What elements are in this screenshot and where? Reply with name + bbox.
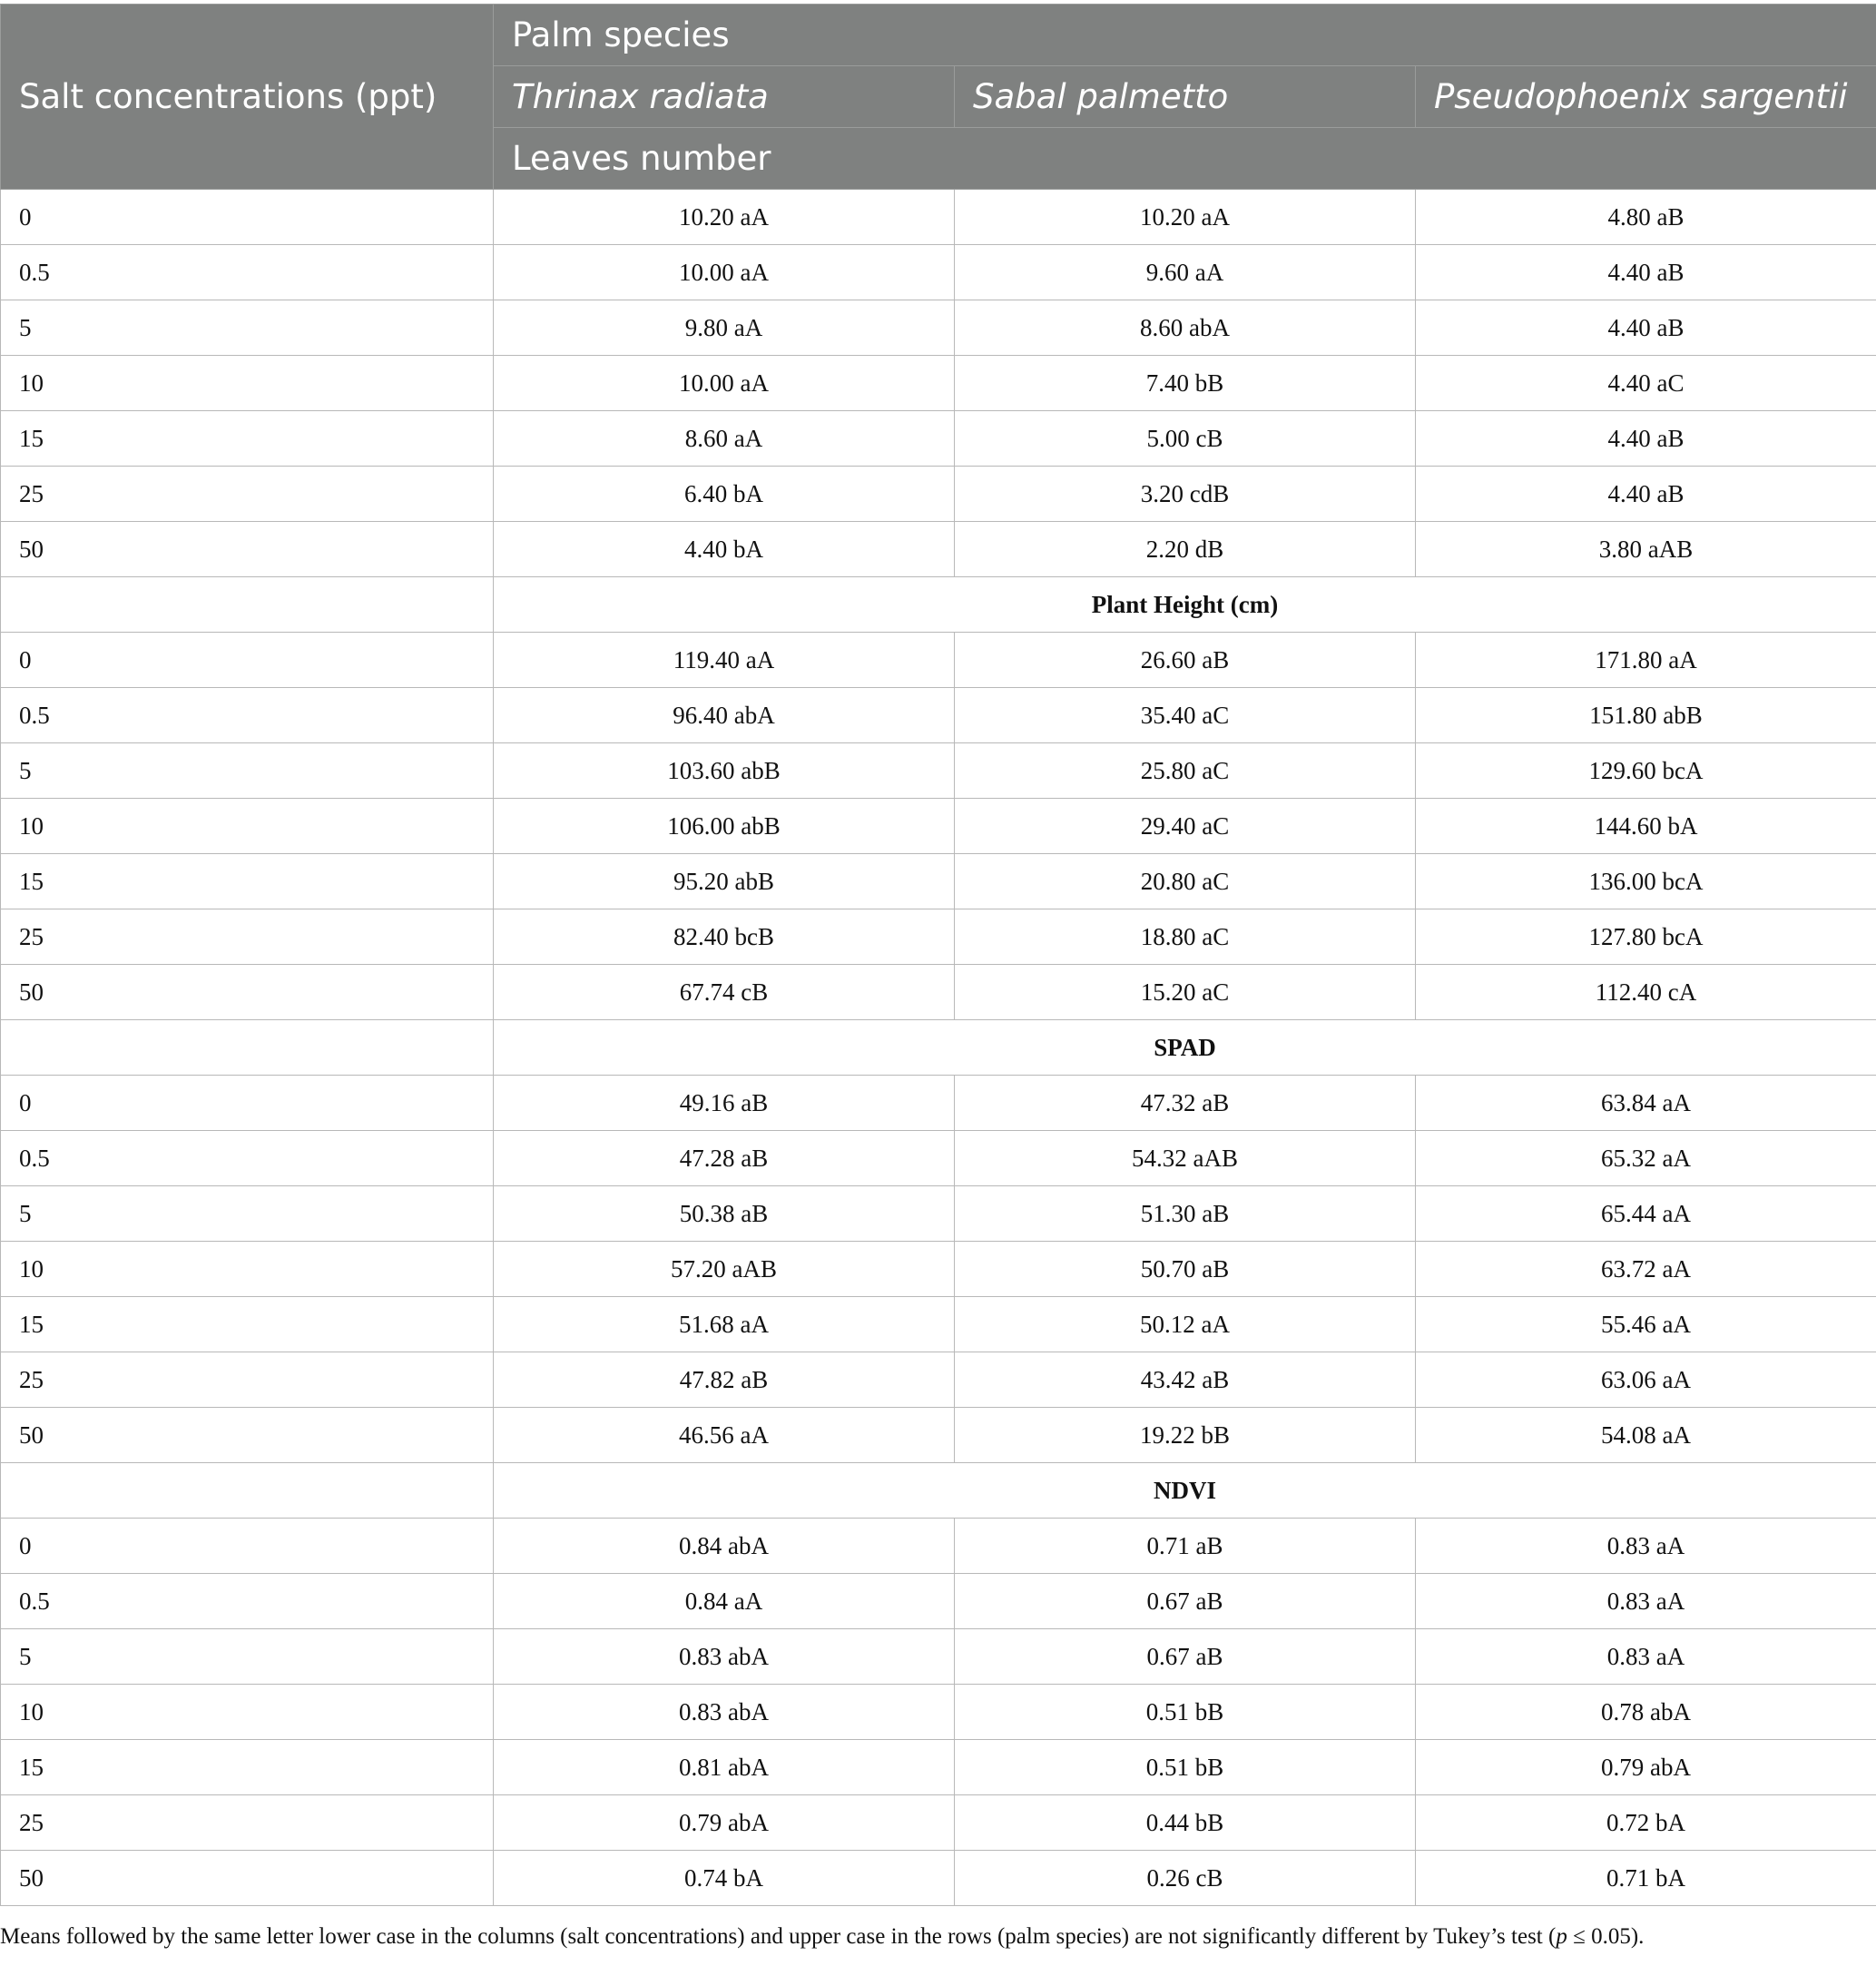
value-cell: 0.83 abA bbox=[494, 1685, 955, 1740]
concentration-cell: 15 bbox=[1, 854, 494, 909]
value-cell: 0.84 abA bbox=[494, 1519, 955, 1574]
value-cell: 0.79 abA bbox=[1416, 1740, 1876, 1795]
value-cell: 25.80 aC bbox=[955, 743, 1416, 799]
concentration-cell: 25 bbox=[1, 909, 494, 965]
value-cell: 63.06 aA bbox=[1416, 1352, 1876, 1408]
value-cell: 0.44 bB bbox=[955, 1795, 1416, 1851]
concentration-cell: 0 bbox=[1, 190, 494, 245]
section-header-row bbox=[1, 1463, 1876, 1519]
concentration-cell: 0.5 bbox=[1, 245, 494, 300]
value-cell: 0.26 cB bbox=[955, 1851, 1416, 1906]
section-header-row bbox=[1, 1020, 1876, 1076]
value-cell: 65.32 aA bbox=[1416, 1131, 1876, 1186]
value-cell: 9.60 aA bbox=[955, 245, 1416, 300]
concentration-cell: 25 bbox=[1, 1795, 494, 1851]
concentration-cell: 10 bbox=[1, 356, 494, 411]
value-cell: 54.32 aAB bbox=[955, 1131, 1416, 1186]
value-cell: 50.38 aB bbox=[494, 1186, 955, 1242]
concentration-cell: 0 bbox=[1, 1076, 494, 1131]
concentration-cell: 0.5 bbox=[1, 688, 494, 743]
table-row bbox=[1, 1242, 1876, 1297]
value-cell: 4.40 aB bbox=[1416, 300, 1876, 356]
value-cell: 10.20 aA bbox=[494, 190, 955, 245]
concentration-cell: 15 bbox=[1, 411, 494, 467]
concentration-cell: 10 bbox=[1, 1242, 494, 1297]
concentration-cell: 10 bbox=[1, 1685, 494, 1740]
value-cell: 8.60 aA bbox=[494, 411, 955, 467]
value-cell: 136.00 bcA bbox=[1416, 854, 1876, 909]
value-cell: 0.83 aA bbox=[1416, 1574, 1876, 1629]
table-row bbox=[1, 411, 1876, 467]
table-row bbox=[1, 1297, 1876, 1352]
concentration-cell: 5 bbox=[1, 300, 494, 356]
table-row bbox=[1, 245, 1876, 300]
species-header-thrinax: Thrinax radiata bbox=[494, 66, 955, 128]
value-cell: 7.40 bB bbox=[955, 356, 1416, 411]
value-cell: 54.08 aA bbox=[1416, 1408, 1876, 1463]
value-cell: 0.71 aB bbox=[955, 1519, 1416, 1574]
table-row bbox=[1, 190, 1876, 245]
concentration-cell: 25 bbox=[1, 467, 494, 522]
concentration-cell: 15 bbox=[1, 1740, 494, 1795]
value-cell: 10.00 aA bbox=[494, 245, 955, 300]
value-cell: 63.72 aA bbox=[1416, 1242, 1876, 1297]
value-cell: 0.72 bA bbox=[1416, 1795, 1876, 1851]
value-cell: 151.80 abB bbox=[1416, 688, 1876, 743]
value-cell: 47.28 aB bbox=[494, 1131, 955, 1186]
table-header bbox=[1, 5, 1876, 190]
value-cell: 46.56 aA bbox=[494, 1408, 955, 1463]
table-row bbox=[1, 1740, 1876, 1795]
value-cell: 0.81 abA bbox=[494, 1740, 955, 1795]
table-row bbox=[1, 356, 1876, 411]
value-cell: 112.40 cA bbox=[1416, 965, 1876, 1020]
concentration-cell: 50 bbox=[1, 965, 494, 1020]
value-cell: 95.20 abB bbox=[494, 854, 955, 909]
value-cell: 47.32 aB bbox=[955, 1076, 1416, 1131]
table-row bbox=[1, 965, 1876, 1020]
concentration-cell: 50 bbox=[1, 1408, 494, 1463]
value-cell: 0.74 bA bbox=[494, 1851, 955, 1906]
concentration-cell: 0.5 bbox=[1, 1574, 494, 1629]
value-cell: 103.60 abB bbox=[494, 743, 955, 799]
table-row bbox=[1, 1519, 1876, 1574]
table-row bbox=[1, 799, 1876, 854]
empty-cell bbox=[1, 577, 494, 633]
value-cell: 4.80 aB bbox=[1416, 190, 1876, 245]
concentration-cell: 5 bbox=[1, 1186, 494, 1242]
concentration-cell: 10 bbox=[1, 799, 494, 854]
concentration-cell: 5 bbox=[1, 743, 494, 799]
value-cell: 19.22 bB bbox=[955, 1408, 1416, 1463]
table-container bbox=[0, 4, 1876, 1906]
table-row bbox=[1, 1131, 1876, 1186]
table-row bbox=[1, 633, 1876, 688]
value-cell: 26.60 aB bbox=[955, 633, 1416, 688]
value-cell: 0.79 abA bbox=[494, 1795, 955, 1851]
table-row bbox=[1, 1076, 1876, 1131]
value-cell: 4.40 aC bbox=[1416, 356, 1876, 411]
concentration-cell: 15 bbox=[1, 1297, 494, 1352]
section-header-row bbox=[1, 577, 1876, 633]
value-cell: 127.80 bcA bbox=[1416, 909, 1876, 965]
empty-cell bbox=[1, 1020, 494, 1076]
value-cell: 49.16 aB bbox=[494, 1076, 955, 1131]
table-row bbox=[1, 1685, 1876, 1740]
value-cell: 129.60 bcA bbox=[1416, 743, 1876, 799]
value-cell: 20.80 aC bbox=[955, 854, 1416, 909]
value-cell: 29.40 aC bbox=[955, 799, 1416, 854]
value-cell: 35.40 aC bbox=[955, 688, 1416, 743]
species-header-pseudophoenix: Pseudophoenix sargentii bbox=[1416, 66, 1876, 128]
value-cell: 55.46 aA bbox=[1416, 1297, 1876, 1352]
value-cell: 119.40 aA bbox=[494, 633, 955, 688]
value-cell: 67.74 cB bbox=[494, 965, 955, 1020]
concentration-cell: 5 bbox=[1, 1629, 494, 1685]
value-cell: 0.83 abA bbox=[494, 1629, 955, 1685]
value-cell: 0.83 aA bbox=[1416, 1629, 1876, 1685]
footnote-p: p bbox=[1556, 1924, 1567, 1949]
value-cell: 43.42 aB bbox=[955, 1352, 1416, 1408]
value-cell: 51.30 aB bbox=[955, 1186, 1416, 1242]
empty-cell bbox=[1, 1463, 494, 1519]
value-cell: 0.84 aA bbox=[494, 1574, 955, 1629]
value-cell: 0.71 bA bbox=[1416, 1851, 1876, 1906]
value-cell: 171.80 aA bbox=[1416, 633, 1876, 688]
value-cell: 4.40 aB bbox=[1416, 411, 1876, 467]
section-title: NDVI bbox=[494, 1463, 1876, 1519]
table-row bbox=[1, 854, 1876, 909]
footnote-tail: ≤ 0.05). bbox=[1567, 1924, 1645, 1949]
variable-header-leaves: Leaves number bbox=[494, 128, 1876, 190]
salt-concentration-header: Salt concentrations (ppt) bbox=[1, 5, 494, 190]
concentration-cell: 50 bbox=[1, 522, 494, 577]
value-cell: 4.40 bA bbox=[494, 522, 955, 577]
value-cell: 50.12 aA bbox=[955, 1297, 1416, 1352]
value-cell: 10.20 aA bbox=[955, 190, 1416, 245]
value-cell: 5.00 cB bbox=[955, 411, 1416, 467]
value-cell: 47.82 aB bbox=[494, 1352, 955, 1408]
value-cell: 106.00 abB bbox=[494, 799, 955, 854]
value-cell: 82.40 bcB bbox=[494, 909, 955, 965]
value-cell: 4.40 aB bbox=[1416, 467, 1876, 522]
value-cell: 8.60 abA bbox=[955, 300, 1416, 356]
value-cell: 0.67 aB bbox=[955, 1629, 1416, 1685]
value-cell: 2.20 dB bbox=[955, 522, 1416, 577]
value-cell: 0.78 abA bbox=[1416, 1685, 1876, 1740]
value-cell: 0.83 aA bbox=[1416, 1519, 1876, 1574]
table-row bbox=[1, 1408, 1876, 1463]
value-cell: 65.44 aA bbox=[1416, 1186, 1876, 1242]
table-row bbox=[1, 467, 1876, 522]
value-cell: 96.40 abA bbox=[494, 688, 955, 743]
value-cell: 144.60 bA bbox=[1416, 799, 1876, 854]
concentration-cell: 0 bbox=[1, 1519, 494, 1574]
value-cell: 57.20 aAB bbox=[494, 1242, 955, 1297]
value-cell: 4.40 aB bbox=[1416, 245, 1876, 300]
table-row bbox=[1, 688, 1876, 743]
table-row bbox=[1, 1574, 1876, 1629]
concentration-cell: 25 bbox=[1, 1352, 494, 1408]
value-cell: 9.80 aA bbox=[494, 300, 955, 356]
table-row bbox=[1, 1795, 1876, 1851]
value-cell: 18.80 aC bbox=[955, 909, 1416, 965]
value-cell: 3.80 aAB bbox=[1416, 522, 1876, 577]
table-row bbox=[1, 1352, 1876, 1408]
value-cell: 0.51 bB bbox=[955, 1740, 1416, 1795]
table-row bbox=[1, 909, 1876, 965]
value-cell: 15.20 aC bbox=[955, 965, 1416, 1020]
concentration-cell: 0 bbox=[1, 633, 494, 688]
table-row bbox=[1, 300, 1876, 356]
species-header-sabal: Sabal palmetto bbox=[955, 66, 1416, 128]
value-cell: 50.70 aB bbox=[955, 1242, 1416, 1297]
value-cell: 0.67 aB bbox=[955, 1574, 1416, 1629]
value-cell: 0.51 bB bbox=[955, 1685, 1416, 1740]
value-cell: 63.84 aA bbox=[1416, 1076, 1876, 1131]
footnote-text: Means followed by the same letter lower case in the columns (salt concentrations) and upper case in the rows (palm species) are not significantly different by Tukey’s test ( bbox=[0, 1924, 1557, 1949]
palm-species-header: Palm species bbox=[494, 5, 1876, 66]
table-row bbox=[1, 1186, 1876, 1242]
table-row bbox=[1, 1629, 1876, 1685]
table-row bbox=[1, 1851, 1876, 1906]
value-cell: 10.00 aA bbox=[494, 356, 955, 411]
section-title: Plant Height (cm) bbox=[494, 577, 1876, 633]
results-table bbox=[0, 4, 1876, 1906]
value-cell: 6.40 bA bbox=[494, 467, 955, 522]
value-cell: 51.68 aA bbox=[494, 1297, 955, 1352]
value-cell: 3.20 cdB bbox=[955, 467, 1416, 522]
concentration-cell: 50 bbox=[1, 1851, 494, 1906]
concentration-cell: 0.5 bbox=[1, 1131, 494, 1186]
table-row bbox=[1, 522, 1876, 577]
table-body bbox=[1, 190, 1876, 1906]
section-title: SPAD bbox=[494, 1020, 1876, 1076]
table-row bbox=[1, 743, 1876, 799]
footnote bbox=[0, 1924, 1876, 1950]
